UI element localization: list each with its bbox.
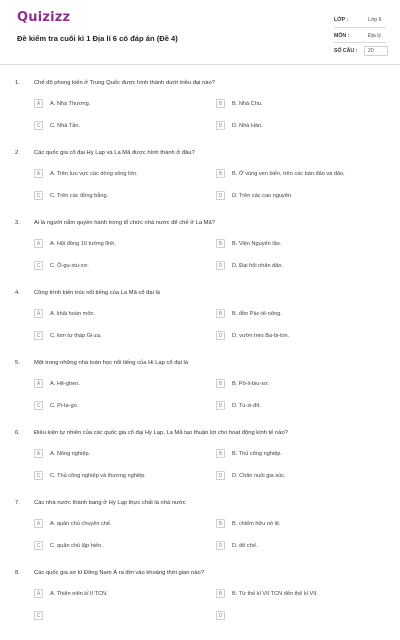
answer-option-b[interactable]	[216, 379, 376, 389]
answer-option-d[interactable]	[216, 541, 376, 551]
option-text: C. Trên các đồng bằng.	[50, 192, 109, 199]
option-text: C. Ô-gu-xtu-xơ.	[50, 262, 89, 269]
option-text: A. Hội đồng 10 tướng lĩnh.	[50, 240, 116, 247]
option-text: A. Nông nghiệp.	[50, 450, 91, 457]
question-number: 3.	[15, 220, 20, 226]
option-letter-box: A	[34, 379, 43, 388]
question-4	[0, 290, 400, 360]
answer-option-a[interactable]	[34, 589, 194, 599]
answer-option-c[interactable]	[34, 401, 194, 411]
option-text: C. kim tự tháp Gi-za.	[50, 332, 102, 339]
question-number: 7.	[15, 500, 20, 506]
question-6	[0, 430, 400, 500]
answer-option-a[interactable]	[34, 449, 194, 459]
option-letter-box: A	[34, 169, 43, 178]
question-8	[0, 570, 400, 640]
question-5	[0, 360, 400, 430]
answer-option-a[interactable]	[34, 99, 194, 109]
answer-option-d[interactable]	[216, 401, 376, 411]
question-number: 2.	[15, 150, 20, 156]
answer-option-d[interactable]	[216, 611, 376, 621]
option-text: A. Thiên niên kỉ II TCN.	[50, 590, 108, 597]
option-text: B. Nhà Chu.	[232, 100, 263, 107]
question-text: Ai là người nắm quyền hành trong tổ chức nhà nước để chế ở La Mã?	[34, 220, 215, 226]
option-letter-box: B	[216, 449, 225, 458]
meta-subject-label: MÔN :	[334, 33, 350, 39]
answer-option-a[interactable]	[34, 239, 194, 249]
option-letter-box: B	[216, 239, 225, 248]
question-text: Các quốc gia cổ đại Hy Lạp và La Mã được hình thành ở đâu?	[34, 150, 195, 156]
option-letter-box: D	[216, 191, 225, 200]
option-letter-box: D	[216, 471, 225, 480]
option-letter-box: B	[216, 589, 225, 598]
option-letter-box: B	[216, 169, 225, 178]
answer-option-d[interactable]	[216, 191, 376, 201]
option-letter-box: A	[34, 309, 43, 318]
answer-option-c[interactable]	[34, 611, 194, 621]
option-letter-box: C	[34, 401, 43, 410]
question-7	[0, 500, 400, 570]
question-number: 8.	[15, 570, 20, 576]
question-number: 1.	[15, 80, 20, 86]
question-2	[0, 150, 400, 220]
answer-option-b[interactable]	[216, 589, 376, 599]
option-text: A. Trên lưu vực các dòng sông lớn.	[50, 170, 138, 177]
option-letter-box: D	[216, 121, 225, 130]
option-letter-box: B	[216, 99, 225, 108]
meta-class-value: Lớp 6	[368, 17, 382, 23]
option-text: D. đế chế.	[232, 542, 258, 549]
option-letter-box: B	[216, 309, 225, 318]
option-letter-box: B	[216, 519, 225, 528]
question-1	[0, 80, 400, 150]
meta-class-label: LỚP :	[334, 17, 349, 23]
quizizz-logo: Quizizz	[17, 10, 71, 25]
option-text: D. Nhà Hán.	[232, 122, 263, 129]
option-text: A. Nhà Thương.	[50, 100, 91, 107]
meta-count-label: SỐ CÂU :	[334, 48, 358, 54]
option-letter-box: A	[34, 239, 43, 248]
option-letter-box: D	[216, 611, 225, 620]
answer-option-d[interactable]	[216, 121, 376, 131]
option-letter-box: C	[34, 611, 43, 620]
option-letter-box: C	[34, 331, 43, 340]
answer-option-b[interactable]	[216, 519, 376, 529]
option-text: B. Ở vùng ven biển, trên các bán đảo và đảo.	[232, 170, 345, 177]
meta-subject-value: Địa lý	[368, 33, 381, 39]
worksheet-header	[0, 0, 400, 64]
question-text: Chế độ phong kiến ở Trung Quốc được hình thành dưới triều đại nào?	[34, 80, 215, 86]
question-3	[0, 220, 400, 290]
meta-divider	[334, 42, 386, 43]
option-text: D. Đại hội nhân dân.	[232, 262, 283, 269]
question-text: Một trong những nhà toán học nổi tiếng của Hi Lạp cổ đại là	[34, 360, 189, 366]
answer-option-c[interactable]	[34, 121, 194, 131]
answer-option-b[interactable]	[216, 239, 376, 249]
option-letter-box: A	[34, 519, 43, 528]
answer-option-c[interactable]	[34, 471, 194, 481]
option-letter-box: B	[216, 379, 225, 388]
question-text: Điều kiện tự nhiên của các quốc gia cổ đại Hy Lạp, La Mã tạo thuận lợi cho hoạt động kinh tế nào?	[34, 430, 288, 436]
option-text: C. Nhà Tần.	[50, 122, 81, 129]
option-text: D. Tu-xi-đít.	[232, 402, 261, 409]
option-text: B. Viện Nguyên lão.	[232, 240, 282, 247]
option-text: A. Hê-ghen.	[50, 380, 80, 387]
answer-option-d[interactable]	[216, 261, 376, 271]
option-text: B. Từ thế kỉ VII TCN đến thế kỉ VII.	[232, 590, 318, 597]
option-letter-box: C	[34, 191, 43, 200]
option-text: D. Trên các cao nguyên.	[232, 192, 293, 199]
answer-option-a[interactable]	[34, 309, 194, 319]
answer-option-c[interactable]	[34, 191, 194, 201]
header-divider	[0, 64, 400, 65]
worksheet-title: Đề kiểm tra cuối kì 1 Địa lí 6 có đáp án (Đề 4)	[17, 34, 178, 43]
answer-option-d[interactable]	[216, 331, 376, 341]
option-text: B. Pô-li-biu-xơ.	[232, 380, 270, 387]
answer-option-d[interactable]	[216, 471, 376, 481]
option-letter-box: A	[34, 589, 43, 598]
option-letter-box: D	[216, 541, 225, 550]
answer-option-c[interactable]	[34, 541, 194, 551]
answer-option-b[interactable]	[216, 309, 376, 319]
answer-option-b[interactable]	[216, 169, 376, 179]
answer-option-c[interactable]	[34, 261, 194, 271]
option-text: B. đền Pác-tê-nông.	[232, 310, 282, 317]
option-text: C. Pi-ta-go.	[50, 402, 79, 409]
option-text: A. khải hoàn môn.	[50, 310, 96, 317]
option-letter-box: D	[216, 261, 225, 270]
option-letter-box: C	[34, 121, 43, 130]
option-letter-box: D	[216, 401, 225, 410]
option-letter-box: A	[34, 449, 43, 458]
option-text: A. quân chủ chuyên chế.	[50, 520, 112, 527]
option-text: D. Chăn nuôi gia súc.	[232, 472, 286, 479]
option-text: D. vườn treo Ba-bi-lon.	[232, 332, 290, 339]
question-number: 5.	[15, 360, 20, 366]
option-letter-box: C	[34, 541, 43, 550]
answer-option-b[interactable]	[216, 99, 376, 109]
question-text: Các quốc gia sơ kì Đông Nam Á ra đời vào khoảng thời gian nào?	[34, 570, 204, 576]
option-text: C. quân chủ lập hiến.	[50, 542, 103, 549]
option-letter-box: A	[34, 99, 43, 108]
question-text: Các nhà nước thành bang ở Hy Lạp thực chất là nhà nước	[34, 500, 186, 506]
answer-option-b[interactable]	[216, 449, 376, 459]
answer-option-a[interactable]	[34, 379, 194, 389]
answer-option-c[interactable]	[34, 331, 194, 341]
meta-divider	[334, 27, 386, 28]
answer-option-a[interactable]	[34, 169, 194, 179]
question-number: 4.	[15, 290, 20, 296]
question-text: Công trình kiến trúc nổi tiếng của La Mã cổ đại là	[34, 290, 160, 296]
meta-count-value: 20	[368, 48, 374, 54]
question-number: 6.	[15, 430, 20, 436]
option-letter-box: C	[34, 261, 43, 270]
option-text: C. Thủ công nghiệp và thương nghiệp.	[50, 472, 146, 479]
option-letter-box: C	[34, 471, 43, 480]
answer-option-a[interactable]	[34, 519, 194, 529]
option-text: B. chiếm hữu nô lệ.	[232, 520, 281, 527]
option-text: B. Thủ công nghiệp.	[232, 450, 282, 457]
option-letter-box: D	[216, 331, 225, 340]
